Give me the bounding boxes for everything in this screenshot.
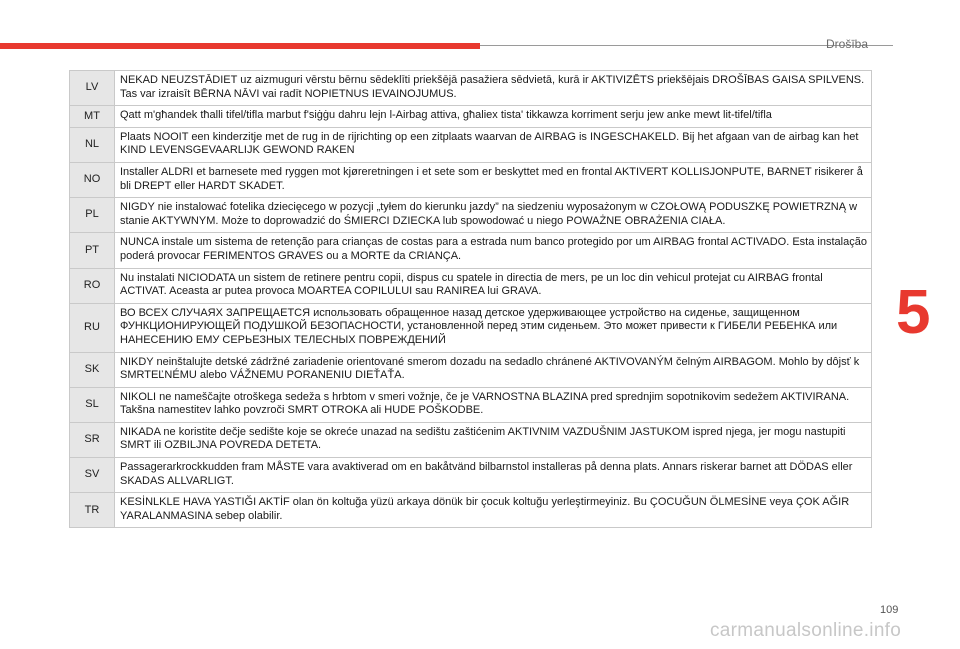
language-code: RO: [70, 268, 115, 303]
warning-text: NEKAD NEUZSTĀDIET uz aizmuguri vērstu bērnu sēdeklīti priekšējā pasažiera sēdvietā, kurā ir AKTIVIZĒTS priekšējais DROŠĪBAS GAISA SPILVENS. Tas var izraisīt BĒRNA NĀVI vai radīt NOPIETNUS IEVAINOJUMUS.: [115, 71, 872, 106]
warning-text: NIKADA ne koristite dečje sedište koje se okreće unazad na sedištu zaštićenim AKTIVNIM VAZDUŠNIM JASTUKOM ispred njega, jer mogu nastupiti SMRT ili OZBILJNA POVREDA DETETA.: [115, 422, 872, 457]
warning-text: ВО ВСЕХ СЛУЧАЯХ ЗАПРЕЩАЕТСЯ использовать обращенное назад детское удерживающее устройство на сиденье, защищенном ФУНКЦИОНИРУЮЩЕЙ ПОДУШКОЙ БЕЗОПАСНОСТИ, установленной перед этим сиденьем. Это может привести к ГИБЕЛИ РЕБЕНКА или НАНЕСЕНИЮ ЕМУ СЕРЬЕЗНЫХ ТЕЛЕСНЫХ ПОВРЕЖДЕНИЙ: [115, 303, 872, 352]
table-row: [70, 352, 872, 387]
table-row: [70, 106, 872, 128]
warning-text: KESİNLKLE HAVA YASTIĞI AKTİF olan ön koltuğa yüzü arkaya dönük bir çocuk koltuğu yerleştirmeyiniz. Bu ÇOCUĞUN ÖLMESİNE veya ÇOK AĞIR YARALANMASINA sebep olabilir.: [115, 493, 872, 528]
airbag-warning-table: [69, 70, 872, 528]
language-code: PT: [70, 233, 115, 268]
language-code: MT: [70, 106, 115, 128]
table-row: [70, 268, 872, 303]
warning-text: Qatt m'għandek tħalli tifel/tifla marbut f'siġġu dahru lejn l-Airbag attiva, għaliex tista' tikkawza korriment serju jew anke mewt lit-tifel/tifla: [115, 106, 872, 128]
page-number: 109: [880, 604, 899, 616]
language-code: SR: [70, 422, 115, 457]
warning-text: Installer ALDRI et barnesete med ryggen mot kjøreretningen i et sete som er beskyttet med en frontal AKTIVERT KOLLISJONPUTE, BARNET risikerer å bli DREPT eller HARDT SKADET.: [115, 162, 872, 197]
header-accent-bar: [0, 43, 480, 49]
warning-text: NUNCA instale um sistema de retenção para crianças de costas para a estrada num banco protegido por um AIRBAG frontal ACTIVADO. Esta instalação poderá provocar FERIMENTOS GRAVES ou a MORTE da CRIANÇA.: [115, 233, 872, 268]
table-row: [70, 493, 872, 528]
warning-text: NIGDY nie instalować fotelika dziecięcego w pozycji „tyłem do kierunku jazdy” na siedzeniu wyposażonym w CZOŁOWĄ PODUSZKĘ POWIETRZNĄ w stanie AKTYWNYM. Może to doprowadzić do ŚMIERCI DZIECKA lub spowodować u niego POWAŻNE OBRAŻENIA CIAŁA.: [115, 198, 872, 233]
table-row: [70, 422, 872, 457]
language-code: NL: [70, 127, 115, 162]
language-code: SL: [70, 387, 115, 422]
warning-text: Plaats NOOIT een kinderzitje met de rug in de rijrichting op een zitplaats waarvan de AIRBAG is INGESCHAKELD. Bij het afgaan van de airbag kan het KIND LEVENSGEVAARLIJK GEWOND RAKEN: [115, 127, 872, 162]
warning-text: NIKOLI ne nameščajte otroškega sedeža s hrbtom v smeri vožnje, če je VARNOSTNA BLAZINA pred sprednjim sopotnikovim sedežem AKTIVIRANA. Takšna namestitev lahko povzroči SMRT OTROKA ali HUDE POŠKODBE.: [115, 387, 872, 422]
table-row: [70, 71, 872, 106]
language-code: RU: [70, 303, 115, 352]
warning-text: Passagerarkrockkudden fram MÅSTE vara avaktiverad om en bakåtvänd bilbarnstol installeras på denna plats. Annars riskerar barnet att DÖDAS eller SKADAS ALLVARLIGT.: [115, 458, 872, 493]
table-row: [70, 387, 872, 422]
language-code: NO: [70, 162, 115, 197]
warning-text: Nu instalati NICIODATA un sistem de retinere pentru copii, dispus cu spatele in directia de mers, pe un loc din vehicul protejat cu AIRBAG frontal ACTIVAT. Aceasta ar putea provoca MOARTEA COPILULUI sau RANIREA lui GRAVA.: [115, 268, 872, 303]
section-title: Drošība: [826, 37, 869, 51]
table-row: [70, 303, 872, 352]
language-code: SV: [70, 458, 115, 493]
table-row: [70, 198, 872, 233]
chapter-number: 5: [896, 278, 931, 347]
table-row: [70, 458, 872, 493]
warning-text: NIKDY neinštalujte detské zádržné zariadenie orientované smerom dozadu na sedadlo chránené AKTIVOVANÝM čelným AIRBAGOM. Mohlo by dôjsť k SMRTEĽNÉMU alebo VÁŽNEMU PORANENIU DIEŤAŤA.: [115, 352, 872, 387]
table-row: [70, 162, 872, 197]
warning-rows: [70, 71, 872, 528]
language-code: SK: [70, 352, 115, 387]
watermark: carmanualsonline.info: [710, 620, 902, 641]
language-code: TR: [70, 493, 115, 528]
language-code: LV: [70, 71, 115, 106]
table-row: [70, 233, 872, 268]
language-code: PL: [70, 198, 115, 233]
table-row: [70, 127, 872, 162]
